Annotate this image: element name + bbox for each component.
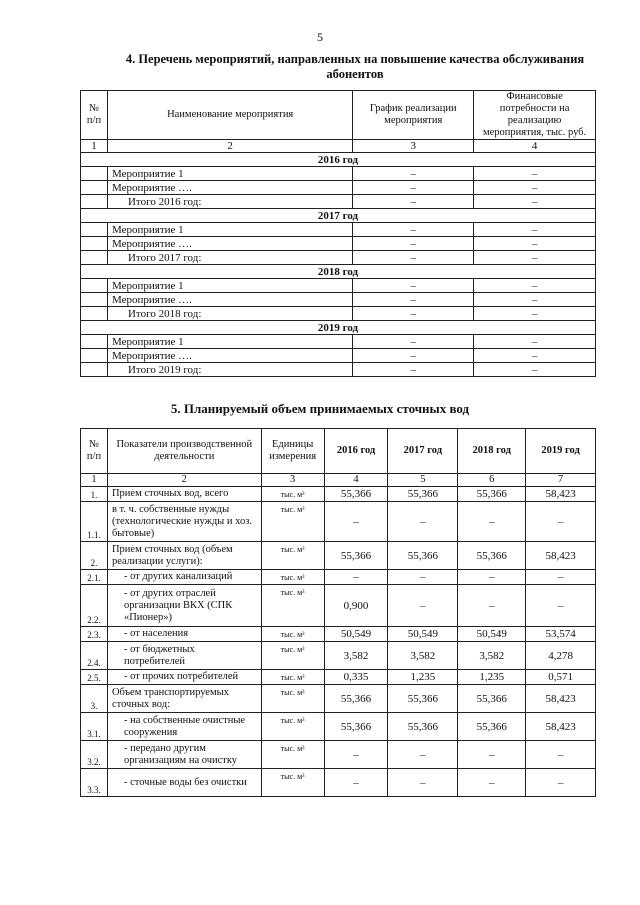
schedule-cell: –: [353, 167, 474, 181]
column-number: 5: [388, 474, 458, 487]
row-number: 3.2.: [81, 741, 108, 769]
unit-cell: тыс. м³: [261, 502, 324, 542]
value-cell: 3,582: [458, 642, 526, 670]
value-cell: –: [324, 502, 388, 542]
year-row: [81, 209, 596, 223]
table-row: [81, 570, 596, 585]
table-row: [81, 223, 596, 237]
header-cell: Финансовые потребности на реализацию мероприятия, тыс. руб.: [474, 91, 596, 140]
table-row: [81, 279, 596, 293]
schedule-cell: –: [353, 251, 474, 265]
column-number: 4: [474, 140, 596, 153]
year-label: 2019 год: [81, 321, 596, 335]
table-row: [81, 335, 596, 349]
year-row: [81, 265, 596, 279]
value-cell: 50,549: [388, 627, 458, 642]
value-cell: –: [388, 585, 458, 627]
table-row: [81, 685, 596, 713]
value-cell: 55,366: [388, 713, 458, 741]
table-row: [81, 670, 596, 685]
finance-cell: –: [474, 167, 596, 181]
column-number: 1: [81, 474, 108, 487]
value-cell: –: [458, 741, 526, 769]
value-cell: 53,574: [526, 627, 596, 642]
total-label: Итого 2017 год:: [107, 251, 352, 265]
unit-cell: тыс. м³: [261, 713, 324, 741]
value-cell: –: [388, 570, 458, 585]
measure-name: Мероприятие 1: [107, 335, 352, 349]
value-cell: 55,366: [324, 542, 388, 570]
value-cell: –: [458, 570, 526, 585]
table-row: [81, 349, 596, 363]
column-number: 1: [81, 140, 108, 153]
row-number: 3.: [81, 685, 108, 713]
indicator-name: - от населения: [107, 627, 261, 642]
schedule-cell: –: [353, 363, 474, 377]
column-number: 2: [107, 140, 352, 153]
year-label: 2018 год: [81, 265, 596, 279]
value-cell: 50,549: [458, 627, 526, 642]
schedule-cell: –: [353, 223, 474, 237]
value-cell: –: [526, 570, 596, 585]
value-cell: –: [526, 585, 596, 627]
measure-name: Мероприятие ….: [107, 293, 352, 307]
value-cell: 55,366: [324, 713, 388, 741]
indicator-name: - от бюджетных потребителей: [107, 642, 261, 670]
total-label: Итого 2019 год:: [107, 363, 352, 377]
schedule-cell: –: [353, 237, 474, 251]
total-row: [81, 307, 596, 321]
total-row: [81, 251, 596, 265]
unit-cell: тыс. м³: [261, 542, 324, 570]
value-cell: 58,423: [526, 713, 596, 741]
finance-cell: –: [474, 293, 596, 307]
value-cell: 3,582: [324, 642, 388, 670]
header-cell: № п/п: [81, 429, 108, 474]
column-number: 2: [107, 474, 261, 487]
table-row: [81, 713, 596, 741]
schedule-cell: –: [353, 181, 474, 195]
measure-name: Мероприятие 1: [107, 223, 352, 237]
table-header-row: [81, 91, 596, 140]
table-row: [81, 585, 596, 627]
column-number: 7: [526, 474, 596, 487]
page-number: 5: [317, 30, 323, 44]
value-cell: 0,335: [324, 670, 388, 685]
value-cell: 55,366: [458, 685, 526, 713]
unit-cell: тыс. м³: [261, 642, 324, 670]
section5-title: 5. Планируемый объем принимаемых сточных вод: [170, 401, 470, 416]
table-row: [81, 293, 596, 307]
schedule-cell: –: [353, 279, 474, 293]
table-row: [81, 627, 596, 642]
unit-cell: тыс. м³: [261, 570, 324, 585]
value-cell: –: [324, 570, 388, 585]
row-number: 2.3.: [81, 627, 108, 642]
header-cell: 2018 год: [458, 429, 526, 474]
value-cell: 55,366: [458, 713, 526, 741]
row-number: 2.2.: [81, 585, 108, 627]
value-cell: 55,366: [458, 487, 526, 502]
column-number-row: [81, 140, 596, 153]
value-cell: –: [324, 741, 388, 769]
row-number: 1.1.: [81, 502, 108, 542]
total-row: [81, 195, 596, 209]
unit-cell: тыс. м³: [261, 685, 324, 713]
value-cell: 55,366: [388, 487, 458, 502]
finance-cell: –: [474, 363, 596, 377]
row-number: 2.5.: [81, 670, 108, 685]
header-cell: Единицы измерения: [261, 429, 324, 474]
value-cell: –: [526, 502, 596, 542]
row-number: 2.4.: [81, 642, 108, 670]
unit-cell: тыс. м³: [261, 627, 324, 642]
year-row: [81, 153, 596, 167]
finance-cell: –: [474, 181, 596, 195]
section4-title: 4. Перечень мероприятий, направленных на повышение качества обслуживания абонентов: [125, 52, 585, 81]
table-header-row: [81, 429, 596, 474]
table-row: [81, 487, 596, 502]
table-row: [81, 181, 596, 195]
value-cell: 1,235: [388, 670, 458, 685]
finance-cell: –: [474, 349, 596, 363]
value-cell: 58,423: [526, 487, 596, 502]
indicator-name: Прием сточных вод (объем реализации услуги):: [107, 542, 261, 570]
row-number: 2.1.: [81, 570, 108, 585]
column-number: 6: [458, 474, 526, 487]
value-cell: 55,366: [388, 685, 458, 713]
value-cell: 55,366: [324, 685, 388, 713]
indicator-name: Объем транспортируемых сточных вод:: [107, 685, 261, 713]
value-cell: –: [526, 769, 596, 797]
unit-cell: тыс. м³: [261, 487, 324, 502]
row-number: 3.3.: [81, 769, 108, 797]
indicator-name: - от прочих потребителей: [107, 670, 261, 685]
value-cell: 55,366: [388, 542, 458, 570]
unit-cell: тыс. м³: [261, 585, 324, 627]
header-cell: Показатели производственной деятельности: [107, 429, 261, 474]
row-number: 2.: [81, 542, 108, 570]
indicator-name: Прием сточных вод, всего: [107, 487, 261, 502]
finance-cell: –: [474, 335, 596, 349]
header-cell: 2019 год: [526, 429, 596, 474]
table-row: [81, 741, 596, 769]
value-cell: –: [458, 769, 526, 797]
indicator-name: - от других отраслей организации ВКХ (СПК «Пионер»): [107, 585, 261, 627]
measures-table: [80, 90, 596, 377]
measure-name: Мероприятие 1: [107, 279, 352, 293]
column-number: 4: [324, 474, 388, 487]
total-row: [81, 363, 596, 377]
header-cell: 2016 год: [324, 429, 388, 474]
year-label: 2017 год: [81, 209, 596, 223]
unit-cell: тыс. м³: [261, 670, 324, 685]
finance-cell: –: [474, 307, 596, 321]
finance-cell: –: [474, 237, 596, 251]
table-row: [81, 769, 596, 797]
total-label: Итого 2016 год:: [107, 195, 352, 209]
schedule-cell: –: [353, 195, 474, 209]
header-cell: № п/п: [81, 91, 108, 140]
schedule-cell: –: [353, 335, 474, 349]
column-number: 3: [261, 474, 324, 487]
indicator-name: - сточные воды без очистки: [107, 769, 261, 797]
header-cell: 2017 год: [388, 429, 458, 474]
year-row: [81, 321, 596, 335]
table-row: [81, 167, 596, 181]
measure-name: Мероприятие ….: [107, 237, 352, 251]
value-cell: –: [324, 769, 388, 797]
schedule-cell: –: [353, 293, 474, 307]
row-number: 3.1.: [81, 713, 108, 741]
measure-name: Мероприятие ….: [107, 181, 352, 195]
unit-cell: тыс. м³: [261, 741, 324, 769]
wastewater-table: [80, 428, 596, 797]
finance-cell: –: [474, 223, 596, 237]
indicator-name: - от других канализаций: [107, 570, 261, 585]
header-cell: Наименование мероприятия: [107, 91, 352, 140]
value-cell: –: [458, 585, 526, 627]
indicator-name: - на собственные очистные сооружения: [107, 713, 261, 741]
value-cell: 58,423: [526, 685, 596, 713]
row-number: 1.: [81, 487, 108, 502]
measure-name: Мероприятие ….: [107, 349, 352, 363]
value-cell: –: [388, 502, 458, 542]
schedule-cell: –: [353, 307, 474, 321]
value-cell: 0,900: [324, 585, 388, 627]
table-row: [81, 237, 596, 251]
column-number-row: [81, 474, 596, 487]
finance-cell: –: [474, 195, 596, 209]
finance-cell: –: [474, 279, 596, 293]
table-row: [81, 642, 596, 670]
value-cell: 50,549: [324, 627, 388, 642]
column-number: 3: [353, 140, 474, 153]
value-cell: 58,423: [526, 542, 596, 570]
value-cell: –: [458, 502, 526, 542]
value-cell: –: [388, 769, 458, 797]
year-label: 2016 год: [81, 153, 596, 167]
value-cell: 0,571: [526, 670, 596, 685]
total-label: Итого 2018 год:: [107, 307, 352, 321]
schedule-cell: –: [353, 349, 474, 363]
header-cell: График реализации мероприятия: [353, 91, 474, 140]
indicator-name: в т. ч. собственные нужды (технологические нужды и хоз. бытовые): [107, 502, 261, 542]
value-cell: 1,235: [458, 670, 526, 685]
table-row: [81, 502, 596, 542]
value-cell: –: [388, 741, 458, 769]
finance-cell: –: [474, 251, 596, 265]
indicator-name: - передано другим организациям на очистку: [107, 741, 261, 769]
unit-cell: тыс. м³: [261, 769, 324, 797]
measure-name: Мероприятие 1: [107, 167, 352, 181]
value-cell: 55,366: [324, 487, 388, 502]
value-cell: 3,582: [388, 642, 458, 670]
value-cell: 4,278: [526, 642, 596, 670]
table-row: [81, 542, 596, 570]
value-cell: –: [526, 741, 596, 769]
value-cell: 55,366: [458, 542, 526, 570]
